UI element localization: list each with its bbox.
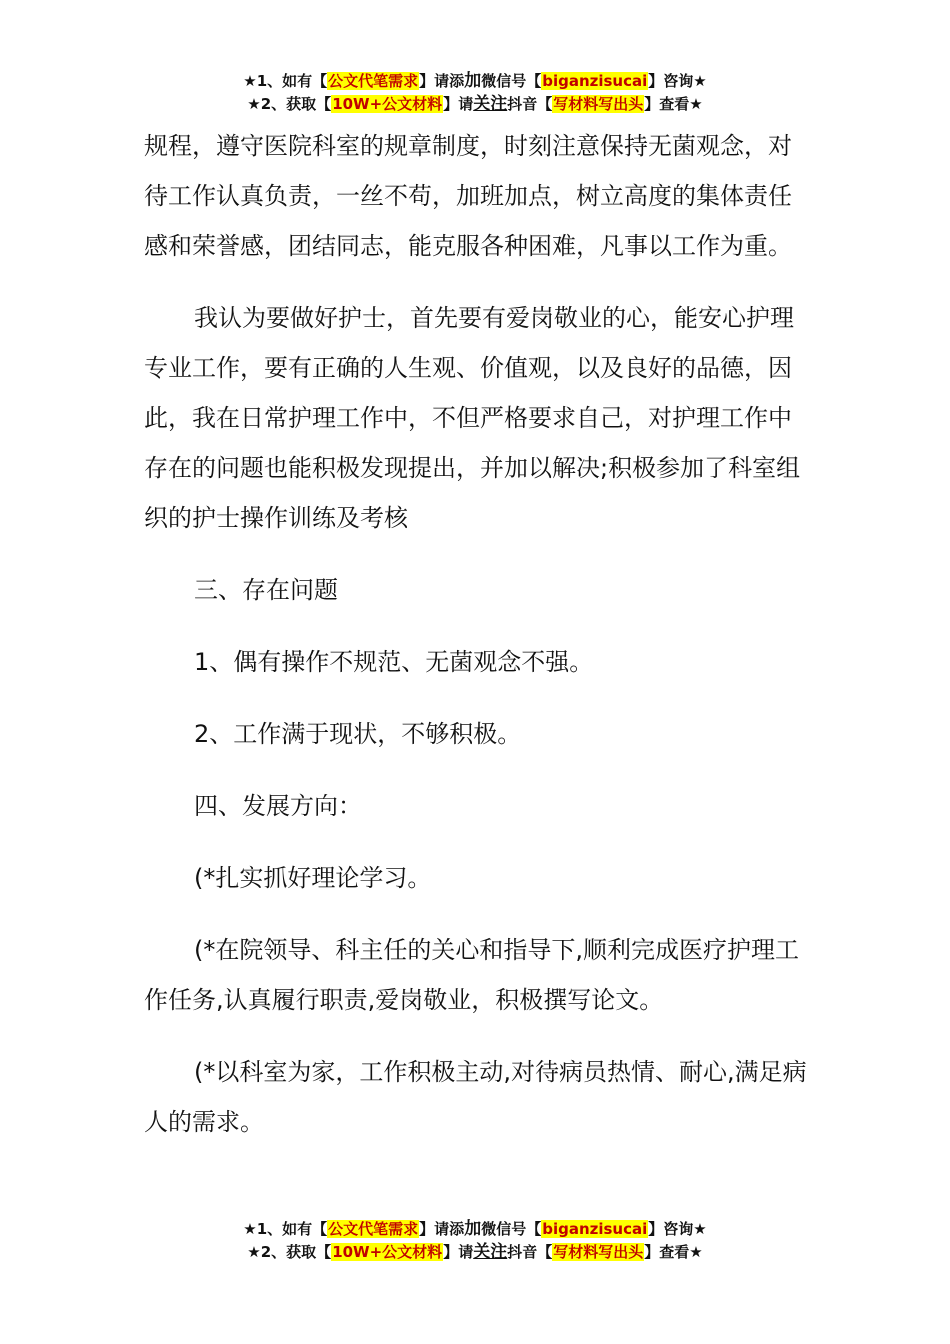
section-heading-direction: 四、发展方向：: [194, 792, 362, 820]
paragraph-work-attitude: 规程，遵守医院科室的规章制度，时刻注意保持无菌观念，对待工作认真负责，一丝不苟，加班加点，树立高度的集体责任感和荣誉感，团结同志，能克服各种困难，凡事以工作为重。: [144, 132, 792, 260]
banner-text: 】咨询★: [648, 1220, 707, 1238]
section-heading-problems: 三、存在问题: [194, 576, 338, 604]
banner-text: ★2、获取【: [247, 95, 332, 113]
banner-text: 微信号【: [481, 72, 542, 90]
banner-highlight: biganzisucai: [542, 1220, 648, 1238]
banner-line-1: [0, 1218, 950, 1241]
banner-highlight: 10W+公文材料: [332, 95, 443, 113]
banner-text: 】请: [443, 1243, 474, 1261]
paragraph-nursing-philosophy: 我认为要做好护士，首先要有爱岗敬业的心，能安心护理专业工作，要有正确的人生观、价值观，以及良好的品德，因此，我在日常护理工作中，不但严格要求自己，对护理工作中存在的问题也能积极发现提出，并加以解决;积极参加了科室组织的护士操作训练及考核: [144, 304, 801, 532]
banner-line-2: [0, 1241, 950, 1264]
banner-line-2: [0, 93, 950, 116]
banner-highlight: 写材料写出头: [553, 95, 644, 113]
banner-text: 】查看★: [644, 1243, 703, 1261]
problem-item: 1、偶有操作不规范、无菌观念不强。: [194, 648, 594, 676]
banner-text: 】请添: [419, 1220, 465, 1238]
banner-emphasis: 关注: [473, 1242, 508, 1262]
banner-text: ★1、如有【: [243, 1220, 328, 1238]
banner-text: 抖音【: [507, 1243, 553, 1261]
banner-highlight: 公文代笔需求: [328, 72, 419, 90]
banner-line-1: [0, 70, 950, 93]
banner-text: ★1、如有【: [243, 72, 328, 90]
banner-highlight: 公文代笔需求: [328, 1220, 419, 1238]
banner-text: 】请添: [419, 72, 465, 90]
banner-text: 】查看★: [644, 95, 703, 113]
banner-emphasis: 加: [464, 71, 482, 91]
header-banner: [0, 70, 950, 116]
banner-text: 】请: [443, 95, 474, 113]
direction-item: (*在院领导、科主任的关心和指导下,顺利完成医疗护理工作任务,认真履行职责,爱岗敬业，积极撰写论文。: [144, 936, 799, 1014]
banner-text: 】咨询★: [648, 72, 707, 90]
banner-text: 微信号【: [481, 1220, 542, 1238]
direction-item: (*扎实抓好理论学习。: [194, 864, 432, 892]
problem-item: 2、工作满于现状，不够积极。: [194, 720, 522, 748]
direction-item: (*以科室为家，工作积极主动,对待病员热情、耐心,满足病人的需求。: [144, 1058, 807, 1136]
banner-highlight: 10W+公文材料: [332, 1243, 443, 1261]
banner-text: 抖音【: [507, 95, 553, 113]
banner-text: ★2、获取【: [247, 1243, 332, 1261]
footer-banner: [0, 1218, 950, 1264]
banner-emphasis: 关注: [473, 94, 508, 114]
document-body: [144, 121, 808, 1147]
banner-highlight: biganzisucai: [542, 72, 648, 90]
banner-emphasis: 加: [464, 1219, 482, 1239]
banner-highlight: 写材料写出头: [553, 1243, 644, 1261]
